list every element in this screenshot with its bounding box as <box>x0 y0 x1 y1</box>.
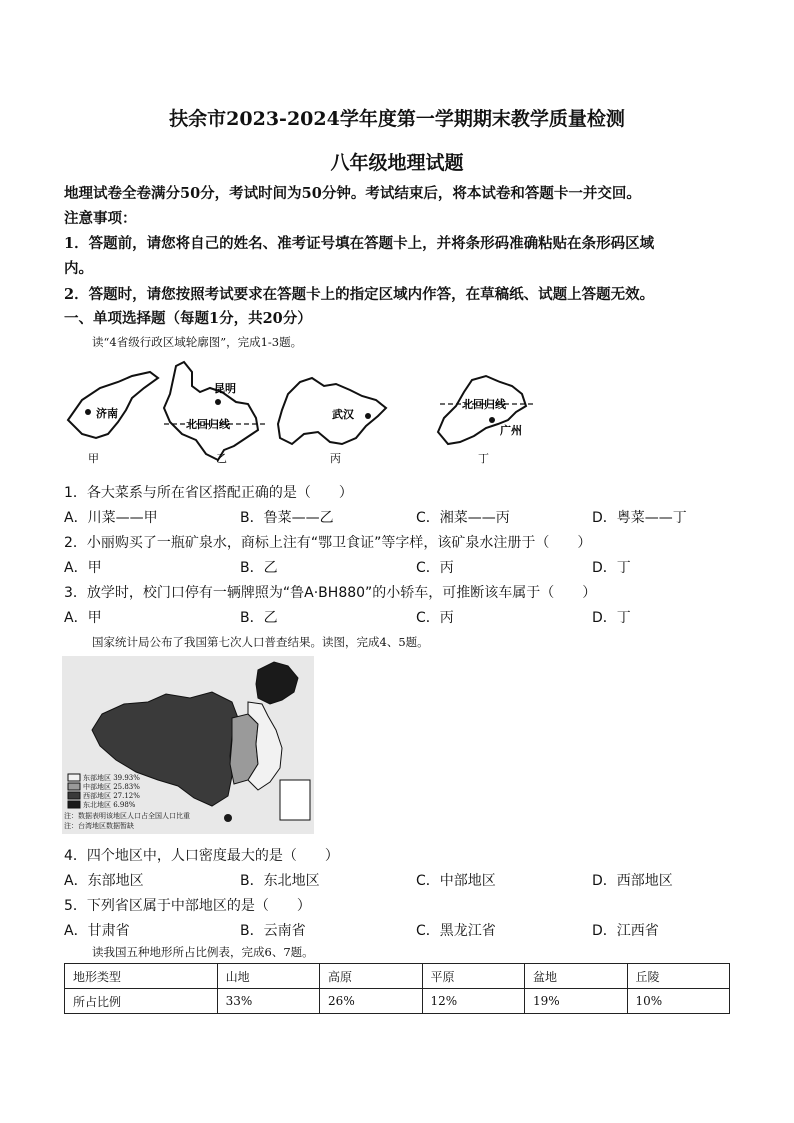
legend-label-central: 中部地区 25.83% <box>83 783 140 791</box>
terrain-table <box>64 963 730 1014</box>
legend-swatch-northeast <box>68 801 80 808</box>
table-header-cell: 山地 <box>217 964 319 989</box>
q4-option-a: A．东部地区 <box>64 873 144 889</box>
question-5-stem: 5．下列省区属于中部地区的是（ ） <box>64 898 311 914</box>
legend-swatch-central <box>68 783 80 790</box>
q1-option-b: B．鲁菜——乙 <box>240 510 334 526</box>
legend-label-northeast: 东北地区 6.98% <box>83 801 136 809</box>
q4-option-b: B．东北地区 <box>240 873 320 889</box>
wuhan-marker <box>365 413 371 419</box>
china-population-map <box>62 656 314 834</box>
table-header-cell: 盆地 <box>525 964 627 989</box>
q3-option-c: C．丙 <box>416 610 454 626</box>
wuhan-label: 武汉 <box>332 408 354 421</box>
q1-option-d: D．粤菜——丁 <box>592 510 687 526</box>
question-3-stem: 3．放学时，校门口停有一辆牌照为“鲁A·BH880”的小轿车，可推断该车属于（ ） <box>64 585 597 601</box>
q1-option-a: A．川菜——甲 <box>64 510 158 526</box>
legend-swatch-west <box>68 792 80 799</box>
tropic-label-1: 北回归线 <box>186 418 230 431</box>
table-row <box>65 989 730 1014</box>
q2-option-a: A．甲 <box>64 560 102 576</box>
legend-label-east: 东部地区 39.93% <box>83 774 140 782</box>
question-2-stem: 2．小丽购买了一瓶矿泉水，商标上注有“鄂卫食证”等字样，该矿泉水注册于（ ） <box>64 535 592 551</box>
table-header-cell: 平原 <box>422 964 524 989</box>
notes-title: 注意事项： <box>64 210 137 227</box>
q3-option-d: D．丁 <box>592 610 631 626</box>
table-cell: 10% <box>627 989 730 1014</box>
caption-bing: 丙 <box>330 452 341 465</box>
table-header-row <box>65 964 730 989</box>
q3-option-b: B．乙 <box>240 610 278 626</box>
jinan-label: 济南 <box>96 407 118 420</box>
question-1-stem: 1．各大菜系与所在省区搭配正确的是（ ） <box>64 485 353 501</box>
map-b-intro: 国家统计局公布了我国第七次人口普查结果。读图，完成4、5题。 <box>92 635 429 649</box>
note-1b: 内。 <box>64 260 93 277</box>
note-1a: 1．答题前，请您将自己的姓名、准考证号填在答题卡上，并将条形码准确粘贴在条形码区域 <box>64 235 655 252</box>
q2-option-b: B．乙 <box>240 560 278 576</box>
q5-option-d: D．江西省 <box>592 923 659 939</box>
hainan-island <box>224 814 232 822</box>
q1-option-c: C．湘菜——丙 <box>416 510 510 526</box>
table-cell: 26% <box>320 989 422 1014</box>
q3-option-a: A．甲 <box>64 610 102 626</box>
table-cell: 12% <box>422 989 524 1014</box>
exam-subtitle: 八年级地理试题 <box>330 152 464 174</box>
exam-title: 扶余市2023-2024学年度第一学期期末教学质量检测 <box>169 108 625 130</box>
kunming-marker <box>215 399 221 405</box>
jinan-marker <box>85 409 91 415</box>
q2-option-c: C．丙 <box>416 560 454 576</box>
caption-ding: 丁 <box>478 452 489 465</box>
q2-option-d: D．丁 <box>592 560 631 576</box>
table-cell: 所占比例 <box>65 989 218 1014</box>
map-a-intro: 读“4省级行政区域轮廓图”，完成1-3题。 <box>92 335 303 349</box>
table-header-cell: 丘陵 <box>627 964 730 989</box>
province-outline-map <box>60 358 540 470</box>
q4-option-c: C．中部地区 <box>416 873 496 889</box>
note-2: 2．答题时，请您按照考试要求在答题卡上的指定区域内作答，在草稿纸、试题上答题无效。 <box>64 286 655 303</box>
guangzhou-label: 广州 <box>500 424 522 437</box>
province-jia-outline <box>68 372 158 438</box>
legend-swatch-east <box>68 774 80 781</box>
kunming-label: 昆明 <box>214 382 236 395</box>
legend-label-west: 西部地区 27.12% <box>83 792 140 800</box>
q5-option-c: C．黑龙江省 <box>416 923 496 939</box>
caption-jia: 甲 <box>88 452 99 465</box>
question-4-stem: 4．四个地区中，人口密度最大的是（ ） <box>64 848 339 864</box>
legend-note-1: 注：数据表明该地区人口占全国人口比重 <box>64 812 190 820</box>
table-header-cell: 高原 <box>320 964 422 989</box>
section-1-title: 一、单项选择题（每题1分，共20分） <box>64 310 312 327</box>
q5-option-a: A．甘肃省 <box>64 923 130 939</box>
south-sea-inset <box>280 780 310 820</box>
legend-note-2: 注：台湾地区数据暂缺 <box>64 822 134 830</box>
province-yi-outline <box>164 362 258 460</box>
caption-yi: 乙 <box>216 452 227 465</box>
guangzhou-marker <box>489 417 495 423</box>
table-intro: 读我国五种地形所占比例表，完成6、7题。 <box>92 945 314 959</box>
intro-line: 地理试卷全卷满分50分，考试时间为50分钟。考试结束后，将本试卷和答题卡一并交回。 <box>64 185 641 202</box>
q5-option-b: B．云南省 <box>240 923 306 939</box>
table-cell: 19% <box>525 989 627 1014</box>
q4-option-d: D．西部地区 <box>592 873 673 889</box>
table-cell: 33% <box>217 989 319 1014</box>
tropic-label-2: 北回归线 <box>462 398 506 411</box>
table-header-cell: 地形类型 <box>65 964 218 989</box>
